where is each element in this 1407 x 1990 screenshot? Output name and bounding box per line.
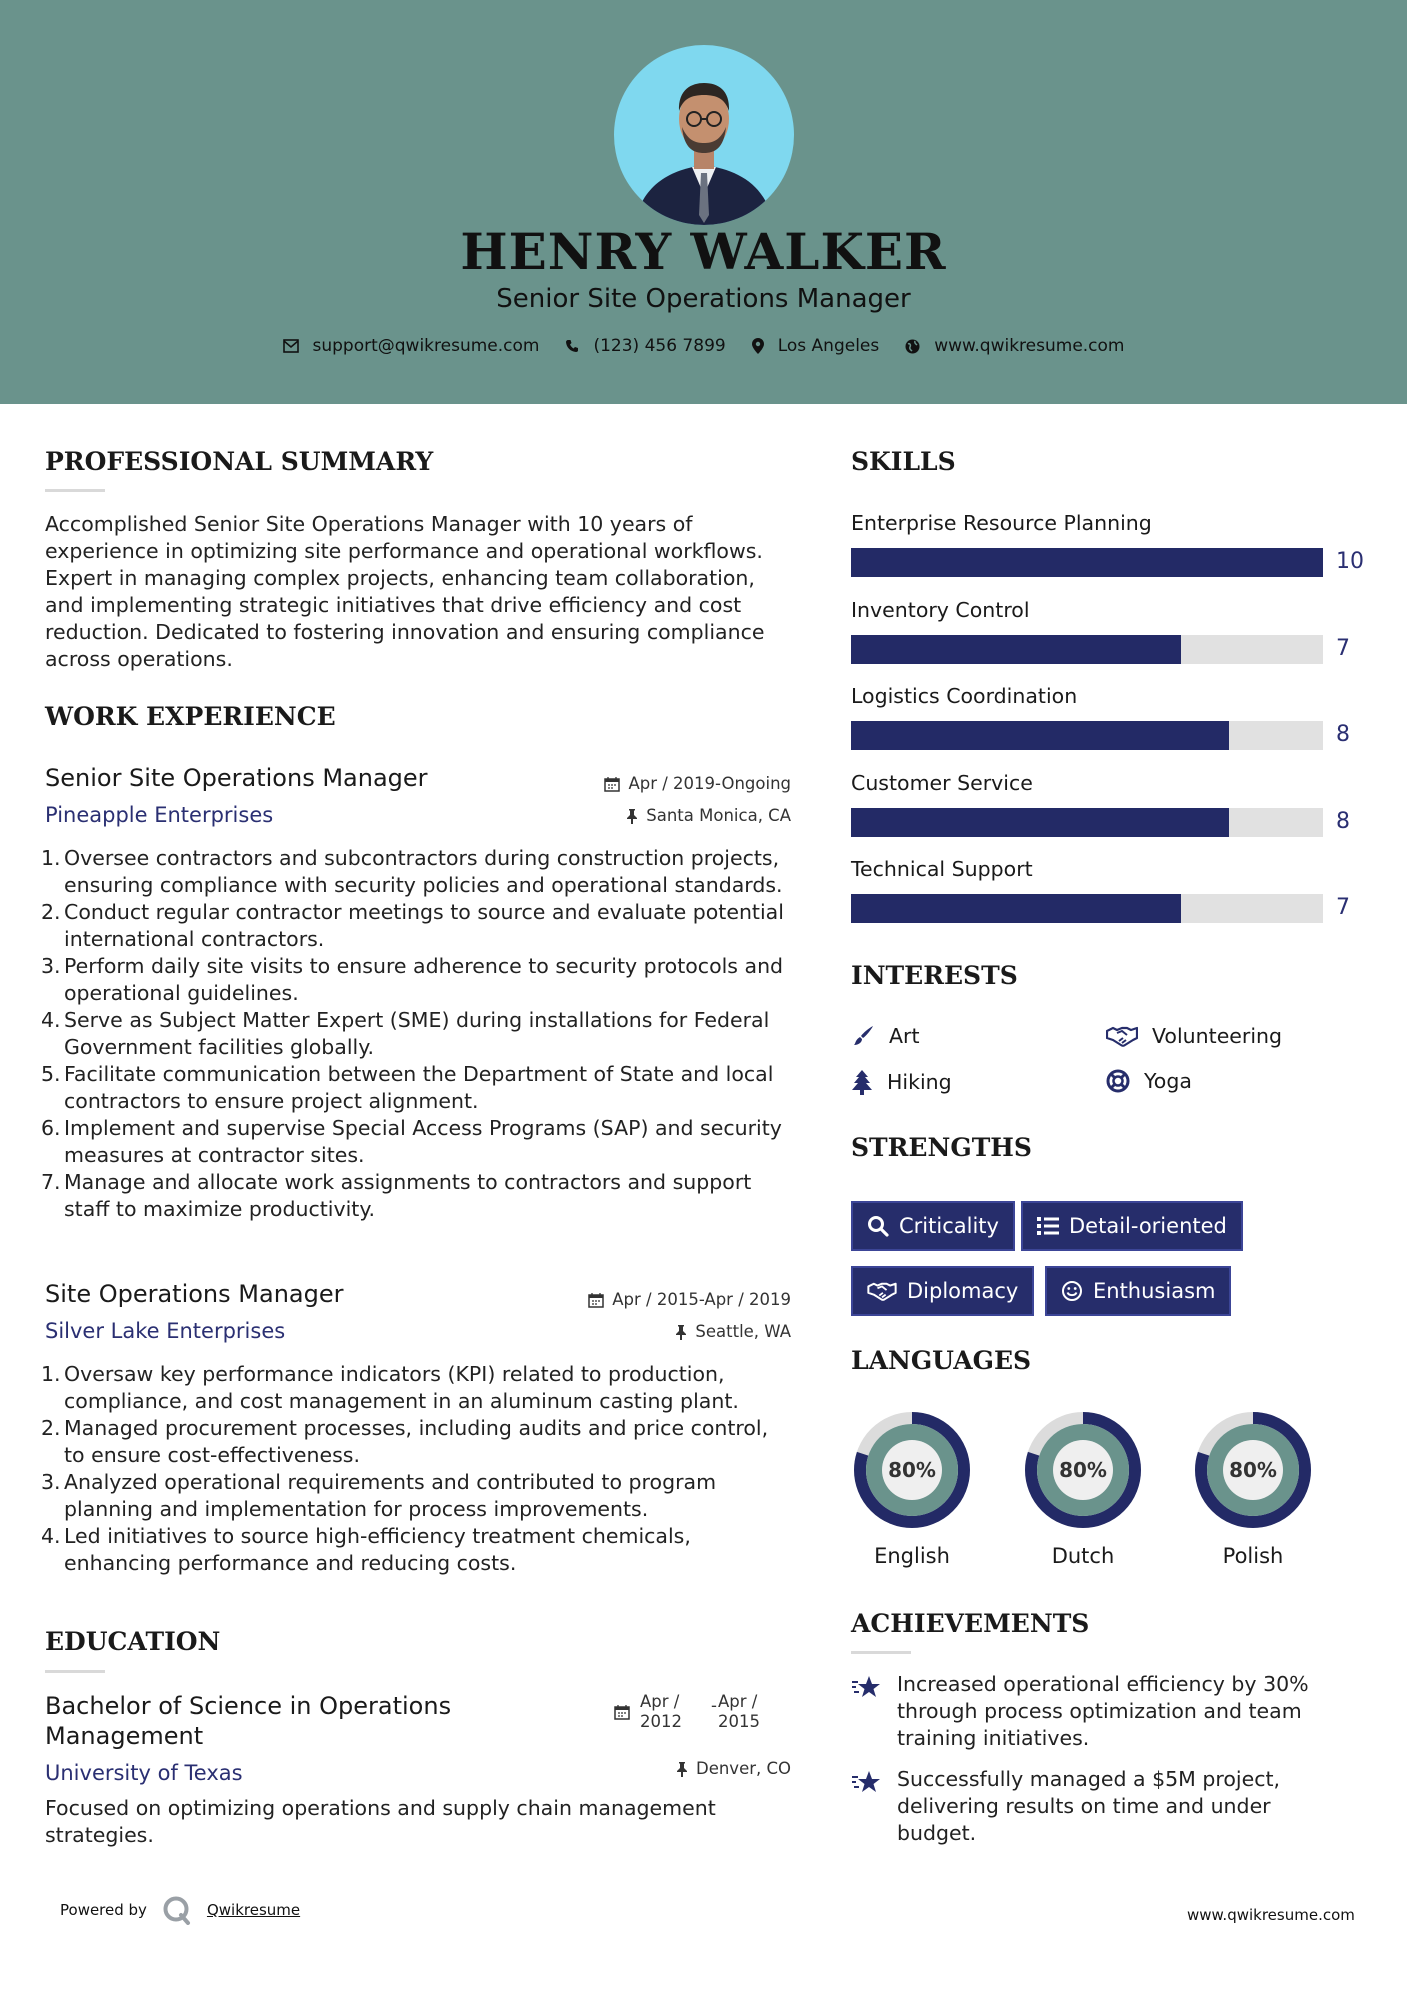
- responsibility-item: [41, 845, 795, 899]
- achievement-text: Successfully managed a $5M project, delivering results on time and under budget.: [897, 1767, 1281, 1845]
- skill-bar-fill: [851, 721, 1229, 750]
- header-banner: [0, 0, 1407, 404]
- skill-value: 7: [1336, 895, 1350, 920]
- skill-name: Logistics Coordination: [851, 684, 1078, 708]
- work-heading: WORK EXPERIENCE: [45, 702, 336, 731]
- job-location-text: Seattle, WA: [695, 1322, 791, 1341]
- handshake-icon: [867, 1281, 897, 1301]
- responsibility-item: [41, 1469, 795, 1523]
- company-name[interactable]: Silver Lake Enterprises: [45, 1319, 286, 1343]
- skill-bar-track: [851, 808, 1323, 837]
- qwikresume-link[interactable]: Qwikresume: [206, 1901, 301, 1919]
- list-number: 2.: [41, 1416, 61, 1440]
- trophy-star-icon: [851, 1768, 883, 1796]
- achievement-item: [851, 1671, 1317, 1752]
- calendar-icon: [614, 1704, 630, 1720]
- skill-bar-track: [851, 635, 1323, 664]
- job-title: Site Operations Manager: [45, 1280, 344, 1308]
- skill-value: 7: [1336, 635, 1350, 661]
- skill-value: 10: [1336, 549, 1364, 574]
- job-dates-text: Apr / 2019-Ongoing: [628, 774, 791, 793]
- calendar-icon: [604, 776, 620, 792]
- strength-chip: [851, 1201, 1015, 1251]
- responsibility-text: Oversaw key performance indicators (KPI) related to production, compliance, and cost management in an aluminum casting plant.: [64, 1362, 739, 1413]
- language-name: Dutch: [1051, 1544, 1115, 1568]
- skill-name: Technical Support: [851, 857, 1033, 881]
- achievements-rule: [851, 1651, 911, 1654]
- contact-phone[interactable]: [565, 336, 725, 356]
- language-ring: [1021, 1408, 1145, 1536]
- education-location: [500, 1759, 791, 1778]
- pushpin-icon: [676, 1761, 688, 1777]
- strength-label: Detail-oriented: [1069, 1214, 1227, 1238]
- list-number: 1.: [41, 1362, 61, 1386]
- interest-label: Volunteering: [1152, 1024, 1283, 1048]
- skill-bar-fill: [851, 635, 1181, 664]
- education-start-date: Apr / 2012: [640, 1692, 682, 1731]
- list-number: 4.: [41, 1008, 61, 1032]
- website-text: www.qwikresume.com: [934, 336, 1125, 356]
- responsibility-item: [41, 953, 795, 1007]
- language-name: Polish: [1222, 1544, 1284, 1568]
- globe-icon: [905, 339, 920, 354]
- language-percent: 80%: [1059, 1458, 1107, 1482]
- skill-bar-fill: [851, 808, 1229, 837]
- responsibility-text: Oversee contractors and subcontractors during construction projects, ensuring compliance with security policies and operational standards.: [64, 846, 783, 897]
- responsibility-text: Managed procurement processes, including audits and price control, to ensure cost-effectiveness.: [64, 1416, 769, 1467]
- powered-by-text: Powered by: [60, 1901, 147, 1919]
- list-number: 6.: [41, 1116, 61, 1140]
- responsibility-text: Serve as Subject Matter Expert (SME) during installations for Federal Government facilities globally.: [64, 1008, 770, 1059]
- responsibility-text: Led initiatives to source high-efficiency treatment chemicals, enhancing performance and reducing costs.: [64, 1524, 691, 1575]
- phone-icon: [565, 339, 579, 353]
- summary-text: Accomplished Senior Site Operations Manager with 10 years of experience in optimizing site performance and operational workflows. Expert in managing complex projects, enhancing team collaboration, and implementing strategic initiatives that drive efficiency and cost reduction. Dedicated to fostering innovation and ensuring compliance across operations.: [45, 512, 765, 671]
- handshake-icon: [1106, 1025, 1138, 1047]
- footer-website[interactable]: www.qwikresume.com: [1187, 1906, 1355, 1924]
- list-number: 4.: [41, 1524, 61, 1548]
- job-responsibilities: [41, 845, 795, 1223]
- summary-rule: [45, 489, 105, 492]
- interest-label: Art: [889, 1024, 920, 1048]
- interest-label: Yoga: [1144, 1069, 1192, 1093]
- skill-bar-fill: [851, 894, 1181, 923]
- list-number: 7.: [41, 1170, 61, 1194]
- interest-hiking: [851, 1069, 952, 1095]
- job-dates: [500, 774, 791, 793]
- degree-title: Bachelor of Science in Operations Management: [45, 1692, 452, 1750]
- contact-website[interactable]: [905, 336, 1124, 356]
- responsibility-item: [41, 899, 795, 953]
- job-dates: [500, 1290, 791, 1309]
- list-number: 5.: [41, 1062, 61, 1086]
- job-responsibilities: [41, 1361, 795, 1577]
- skills-heading: SKILLS: [851, 447, 956, 476]
- list-number: 3.: [41, 954, 61, 978]
- skill-bar-track: [851, 548, 1323, 577]
- responsibility-item: [41, 1007, 795, 1061]
- interest-label: Hiking: [887, 1070, 952, 1094]
- skill-value: 8: [1336, 722, 1350, 747]
- contact-email[interactable]: [283, 336, 540, 356]
- candidate-name: HENRY WALKER: [460, 222, 947, 281]
- job-title: Senior Site Operations Manager: [45, 764, 428, 792]
- pushpin-icon: [626, 808, 638, 824]
- strength-label: Diplomacy: [907, 1279, 1019, 1303]
- contact-location: [752, 336, 880, 356]
- list-icon: [1037, 1216, 1059, 1236]
- skill-bar-track: [851, 894, 1323, 923]
- responsibility-item: [41, 1361, 795, 1415]
- responsibility-text: Analyzed operational requirements and contributed to program planning and implementation for process improvements.: [64, 1470, 717, 1521]
- phone-text: (123) 456 7899: [593, 336, 726, 356]
- responsibility-item: [41, 1415, 795, 1469]
- skill-name: Enterprise Resource Planning: [851, 511, 1152, 535]
- job-location: [500, 806, 791, 825]
- company-name[interactable]: Pineapple Enterprises: [45, 803, 274, 827]
- location-text: Los Angeles: [777, 336, 880, 356]
- smile-icon: [1061, 1280, 1083, 1302]
- job-dates-text: Apr / 2015-Apr / 2019: [612, 1290, 791, 1309]
- skill-name: Inventory Control: [851, 597, 1030, 622]
- lifebuoy-icon: [1106, 1069, 1130, 1093]
- achievement-text: Increased operational efficiency by 30% through process optimization and team training initiatives.: [897, 1672, 1309, 1750]
- languages-heading: LANGUAGES: [851, 1346, 1032, 1375]
- strength-label: Enthusiasm: [1093, 1279, 1216, 1303]
- interest-volunteering: [1106, 1024, 1282, 1048]
- education-date-dash: -: [711, 1696, 717, 1715]
- education-location-text: Denver, CO: [695, 1759, 791, 1778]
- map-pin-icon: [752, 338, 764, 354]
- tree-icon: [851, 1069, 873, 1095]
- education-description: Focused on optimizing operations and supply chain management strategies.: [45, 1796, 716, 1847]
- pushpin-icon: [675, 1324, 687, 1340]
- skill-bar-fill: [851, 548, 1323, 577]
- list-number: 3.: [41, 1470, 61, 1494]
- language-name: English: [874, 1544, 950, 1568]
- candidate-title: Senior Site Operations Manager: [496, 284, 911, 314]
- strength-chip: [851, 1266, 1034, 1316]
- qwikresume-logo-icon: [161, 1895, 193, 1925]
- responsibility-text: Facilitate communication between the Department of State and local contractors to ensure project alignment.: [64, 1062, 774, 1113]
- language-percent: 80%: [1229, 1458, 1277, 1482]
- education-dates-icon-wrap: [614, 1704, 630, 1724]
- education-heading: EDUCATION: [45, 1627, 221, 1656]
- language-percent: 80%: [888, 1458, 936, 1482]
- strength-chip: [1021, 1201, 1243, 1251]
- interest-art: [851, 1024, 920, 1048]
- achievement-item: [851, 1766, 1317, 1847]
- summary-heading: PROFESSIONAL SUMMARY: [45, 447, 434, 476]
- strengths-heading: STRENGTHS: [851, 1133, 1032, 1162]
- search-icon: [867, 1215, 889, 1237]
- interests-heading: INTERESTS: [851, 961, 1018, 990]
- envelope-icon: [283, 339, 299, 353]
- footer-powered-by: [60, 1895, 300, 1925]
- achievements-heading: ACHIEVEMENTS: [851, 1609, 1090, 1638]
- interest-yoga: [1106, 1069, 1192, 1093]
- responsibility-item: [41, 1169, 795, 1223]
- skill-bar-track: [851, 721, 1323, 750]
- job-location: [500, 1322, 791, 1341]
- responsibility-text: Perform daily site visits to ensure adherence to security protocols and operational guidelines.: [64, 954, 784, 1005]
- education-end-date: Apr / 2015: [718, 1692, 760, 1731]
- trophy-star-icon: [851, 1673, 883, 1701]
- skill-name: Customer Service: [851, 770, 1033, 795]
- responsibility-item: [41, 1115, 795, 1169]
- strength-label: Criticality: [899, 1214, 999, 1238]
- responsibility-item: [41, 1523, 795, 1577]
- language-ring: [850, 1408, 974, 1536]
- list-number: 2.: [41, 900, 61, 924]
- responsibility-text: Manage and allocate work assignments to contractors and support staff to maximize productivity.: [64, 1170, 752, 1221]
- language-ring: [1191, 1408, 1315, 1536]
- profile-photo: [614, 45, 794, 225]
- responsibility-text: Conduct regular contractor meetings to source and evaluate potential international contractors.: [64, 900, 784, 951]
- paintbrush-icon: [851, 1024, 875, 1048]
- strength-chip: [1045, 1266, 1231, 1316]
- email-text: support@qwikresume.com: [312, 336, 540, 356]
- responsibility-item: [41, 1061, 795, 1115]
- education-rule: [45, 1670, 105, 1673]
- contact-bar: [0, 336, 1407, 356]
- school-name[interactable]: University of Texas: [45, 1761, 243, 1785]
- skill-value: 8: [1336, 808, 1350, 834]
- calendar-icon: [588, 1292, 604, 1308]
- responsibility-text: Implement and supervise Special Access Programs (SAP) and security measures at contractor sites.: [64, 1116, 782, 1167]
- job-location-text: Santa Monica, CA: [646, 806, 791, 825]
- list-number: 1.: [41, 846, 61, 870]
